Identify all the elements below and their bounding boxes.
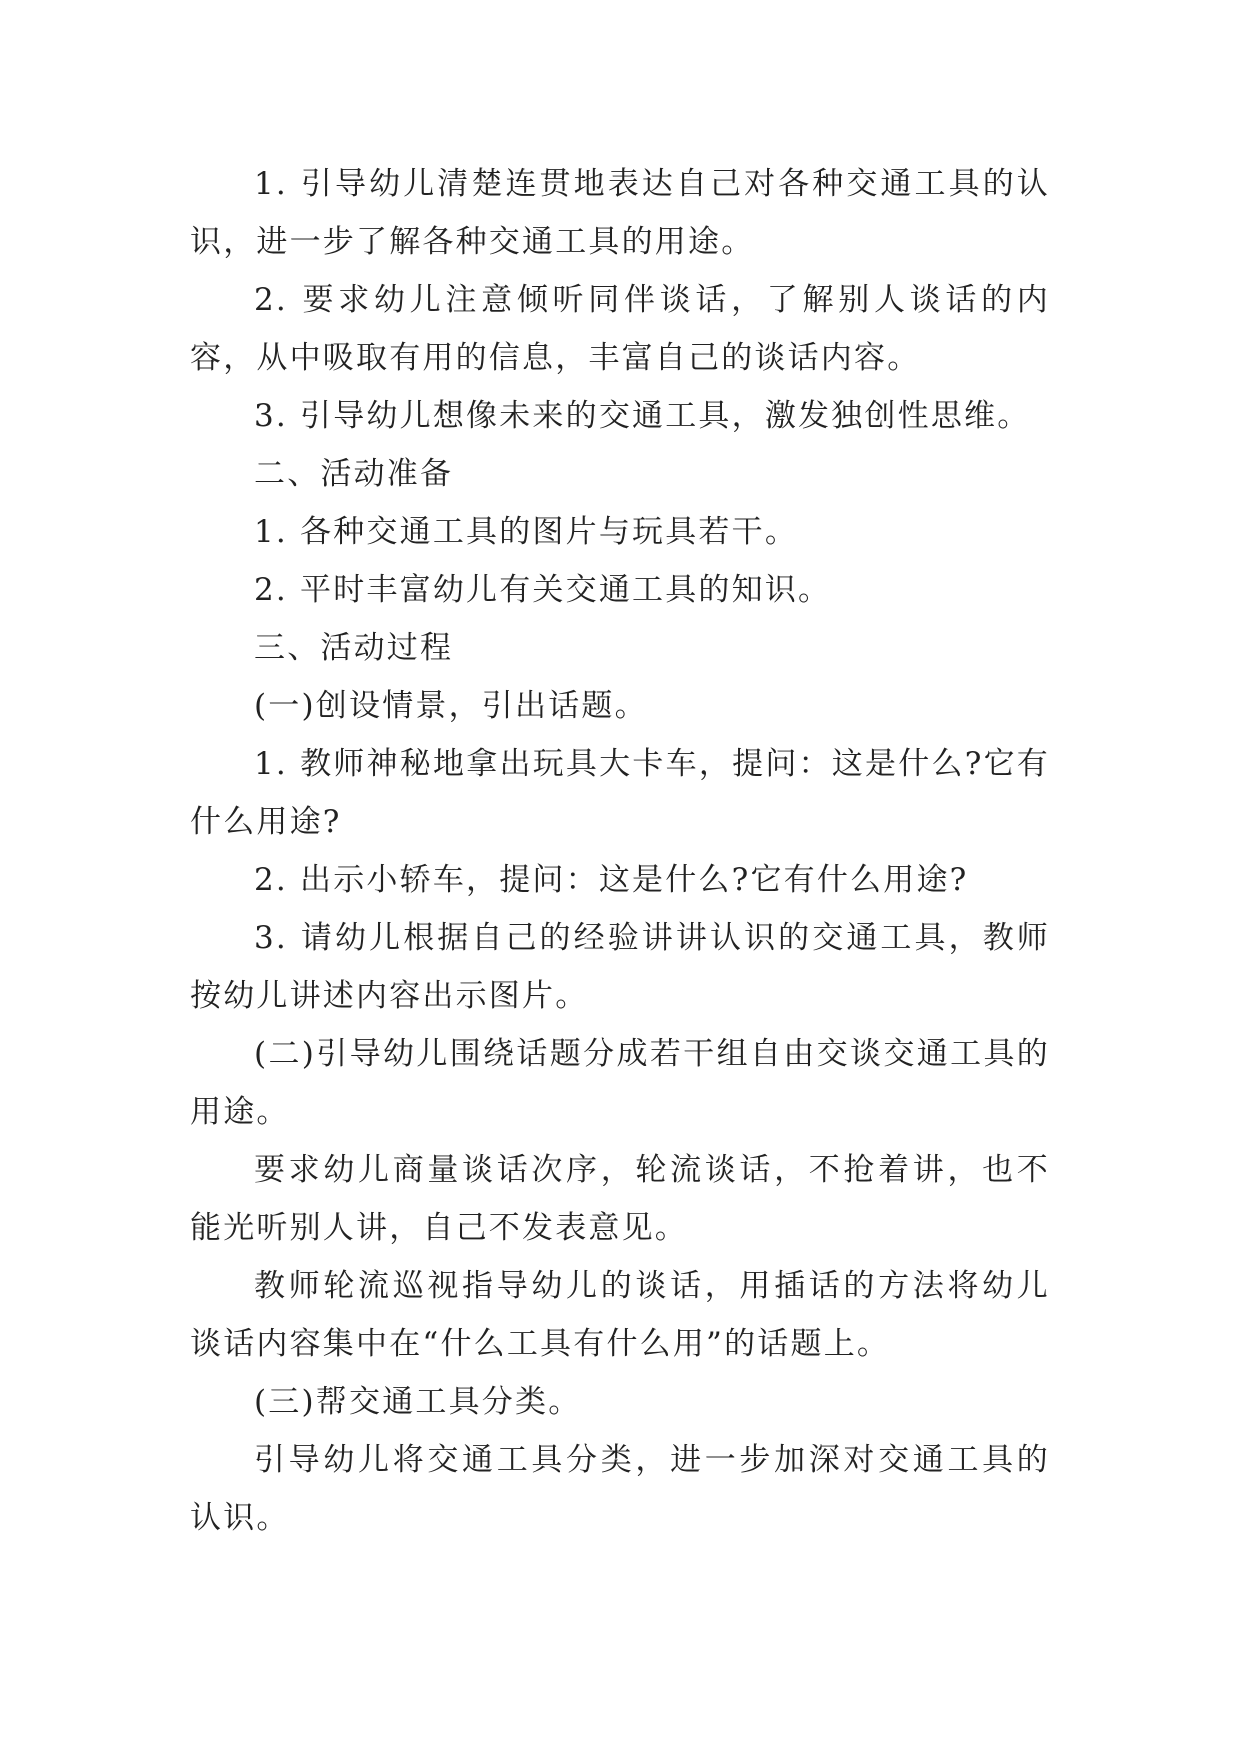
- subsection-heading-3: (三)帮交通工具分类。: [254, 1384, 582, 1420]
- process-step-1-paragraph: 1. 教师神秘地拿出玩具大卡车，提问：这是什么?它有什么用途?: [190, 746, 1050, 840]
- teacher-guidance-paragraph: 教师轮流巡视指导幼儿的谈话，用插话的方法将幼儿谈话内容集中在“什么工具有什么用”的话题上。: [190, 1268, 1050, 1362]
- subsection-heading-1: (一)创设情景，引出话题。: [254, 688, 648, 724]
- section-heading-process: 三、活动过程: [254, 630, 454, 666]
- subsection-heading-2: (二)引导幼儿围绕话题分成若干组自由交谈交通工具的用途。: [190, 1036, 1050, 1130]
- preparation-2-paragraph: 2. 平时丰富幼儿有关交通工具的知识。: [254, 572, 832, 608]
- objective-2-paragraph: 2. 要求幼儿注意倾听同伴谈话，了解别人谈话的内容，从中吸取有用的信息，丰富自己的谈话内容。: [190, 282, 1050, 376]
- discussion-order-paragraph: 要求幼儿商量谈话次序，轮流谈话，不抢着讲，也不能光听别人讲，自己不发表意见。: [190, 1152, 1050, 1246]
- objective-3-paragraph: 3. 引导幼儿想像未来的交通工具，激发独创性思维。: [254, 398, 1031, 434]
- section-heading-preparation: 二、活动准备: [254, 456, 454, 492]
- classification-paragraph: 引导幼儿将交通工具分类，进一步加深对交通工具的认识。: [190, 1442, 1050, 1536]
- preparation-1-paragraph: 1. 各种交通工具的图片与玩具若干。: [254, 514, 799, 550]
- objective-1-paragraph: 1. 引导幼儿清楚连贯地表达自己对各种交通工具的认识，进一步了解各种交通工具的用途。: [190, 166, 1050, 260]
- process-step-3-paragraph: 3. 请幼儿根据自己的经验讲讲认识的交通工具，教师按幼儿讲述内容出示图片。: [190, 920, 1050, 1014]
- process-step-2-paragraph: 2. 出示小轿车，提问：这是什么?它有什么用途?: [254, 862, 969, 898]
- document-body: [190, 155, 1050, 1547]
